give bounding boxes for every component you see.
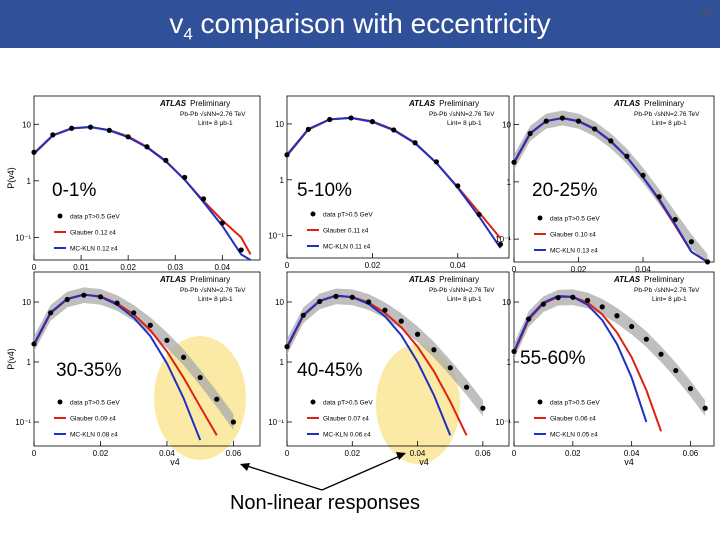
data-point <box>306 127 311 132</box>
data-point <box>148 323 153 328</box>
data-point <box>511 349 516 354</box>
data-point <box>88 125 93 130</box>
legend-label-mcklm: MC-KLN 0.05 ε4 <box>550 431 598 439</box>
data-point <box>144 144 149 149</box>
data-point <box>624 154 629 159</box>
data-point <box>526 316 531 321</box>
data-point <box>703 406 708 411</box>
atlas-label <box>408 275 479 284</box>
data-point <box>448 365 453 370</box>
collision-label: Pb-Pb √sNN=2.76 TeV <box>429 287 495 294</box>
x-tick-label: 0 <box>31 449 37 458</box>
panel-0-1% <box>6 96 260 272</box>
x-tick-label: 0.02 <box>565 449 581 458</box>
legend-label-glauber: Glauber 0.09 ε4 <box>70 415 116 423</box>
data-point <box>640 173 645 178</box>
data-point <box>434 159 439 164</box>
legend-label-data: data pT>0.5 GeV <box>70 213 120 221</box>
data-point <box>658 352 663 357</box>
x-tick-label: 0.01 <box>73 263 89 272</box>
centrality-label: 0-1% <box>52 180 97 201</box>
y-tick-label: 1 <box>26 176 31 186</box>
data-point <box>31 150 36 155</box>
preliminary-label: Preliminary <box>644 275 685 284</box>
legend-label-glauber: Glauber 0.07 ε4 <box>323 415 369 423</box>
data-point <box>455 183 460 188</box>
data-point <box>69 126 74 131</box>
x-tick-label: 0 <box>284 261 290 270</box>
data-point <box>284 152 289 157</box>
data-point <box>231 419 236 424</box>
y-tick-label: 1 <box>279 175 284 185</box>
data-point <box>198 375 203 380</box>
x-tick-label: 0.06 <box>475 449 491 458</box>
x-axis-label: v4 <box>624 457 634 467</box>
y-tick-label: 10 <box>22 298 31 307</box>
legend-label-data: data pT>0.5 GeV <box>550 399 600 407</box>
x-tick-label: 0.02 <box>364 261 381 270</box>
data-point <box>348 115 353 120</box>
y-axis-label: P(v4) <box>6 167 16 189</box>
annotation-nonlinear: Non-linear responses <box>229 492 421 514</box>
y-tick-label: 10 <box>502 120 511 130</box>
lumi-label: Lint= 8 μb-1 <box>447 120 482 127</box>
data-point <box>464 385 469 390</box>
y-tick-label: 10⁻¹ <box>268 418 284 427</box>
legend-label-mcklm: MC-KLN 0.06 ε4 <box>323 431 371 439</box>
preliminary-label: Preliminary <box>644 99 685 108</box>
data-point <box>576 119 581 124</box>
x-tick-label: 0.06 <box>225 449 242 458</box>
data-point <box>126 134 131 139</box>
data-point <box>201 196 206 201</box>
data-point <box>673 217 678 222</box>
preliminary-label: Preliminary <box>439 99 480 108</box>
atlas-name: ATLAS <box>160 275 187 284</box>
data-point <box>284 344 289 349</box>
data-point <box>644 337 649 342</box>
collision-label: Pb-Pb √sNN=2.76 TeV <box>180 287 246 294</box>
data-point <box>431 347 436 352</box>
atlas-label <box>613 99 684 108</box>
y-tick-label: 10⁻¹ <box>495 418 511 427</box>
lumi-label: Lint= 8 μb-1 <box>447 296 482 303</box>
legend-label-data: data pT>0.5 GeV <box>70 399 120 407</box>
atlas-name: ATLAS <box>614 275 641 284</box>
data-point <box>528 131 533 136</box>
x-axis-label: v4 <box>419 457 429 467</box>
x-tick-label: 0.02 <box>570 265 587 274</box>
collision-label: Pb-Pb √sNN=2.76 TeV <box>429 111 495 118</box>
panel-5-10% <box>268 96 509 270</box>
data-point <box>107 128 112 133</box>
lumi-label: Lint= 8 μb-1 <box>198 120 233 127</box>
data-point <box>65 297 70 302</box>
lumi-label: Lint= 8 μb-1 <box>198 296 233 303</box>
y-tick-label: 10 <box>22 120 31 130</box>
legend-label-data: data pT>0.5 GeV <box>323 211 373 219</box>
legend-marker-data <box>538 400 543 405</box>
data-point <box>214 397 219 402</box>
preliminary-label: Preliminary <box>439 275 480 284</box>
data-point <box>556 295 561 300</box>
x-tick-label: 0 <box>511 265 517 274</box>
x-tick-label: 0.04 <box>159 449 175 458</box>
data-point <box>477 212 482 217</box>
data-point <box>301 313 306 318</box>
data-point <box>317 299 322 304</box>
preliminary-label: Preliminary <box>190 275 231 284</box>
data-point <box>592 126 597 131</box>
data-point <box>163 158 168 163</box>
collision-label: Pb-Pb √sNN=2.76 TeV <box>180 111 246 118</box>
x-tick-label: 0.04 <box>449 261 466 270</box>
y-tick-label: 1 <box>506 177 511 187</box>
data-point <box>333 294 338 299</box>
data-point <box>327 117 332 122</box>
data-point <box>399 319 404 324</box>
legend-marker-data <box>311 400 316 405</box>
data-point <box>415 332 420 337</box>
y-tick-label: 1 <box>26 358 31 367</box>
legend-marker-data <box>58 400 63 405</box>
data-point <box>705 259 710 264</box>
centrality-label: 5-10% <box>297 180 352 201</box>
legend-label-mcklm: MC-KLN 0.12 ε4 <box>70 245 118 253</box>
data-point <box>585 298 590 303</box>
data-point <box>31 341 36 346</box>
collision-label: Pb-Pb √sNN=2.76 TeV <box>634 111 700 118</box>
data-point <box>366 299 371 304</box>
legend-label-glauber: Glauber 0.11 ε4 <box>323 227 369 235</box>
data-point <box>164 338 169 343</box>
legend-marker-data <box>58 214 63 219</box>
collision-label: Pb-Pb √sNN=2.76 TeV <box>634 287 700 294</box>
atlas-label <box>613 275 684 284</box>
data-point <box>480 406 485 411</box>
data-point <box>182 175 187 180</box>
atlas-label <box>159 275 230 284</box>
panel-55-60% <box>495 272 714 467</box>
lumi-label: Lint= 8 μb-1 <box>652 296 687 303</box>
legend-label-data: data pT>0.5 GeV <box>550 215 600 223</box>
centrality-label: 30-35% <box>56 360 122 381</box>
x-tick-label: 0 <box>284 449 290 458</box>
legend-label-glauber: Glauber 0.12 ε4 <box>70 229 116 237</box>
slide-title: $v_4$ comparison with eccentricity <box>169 8 551 44</box>
y-tick-label: 1 <box>506 358 511 367</box>
x-tick-label: 0.04 <box>214 263 231 272</box>
y-tick-label: 10⁻¹ <box>268 231 284 241</box>
panel-20-25% <box>495 96 714 274</box>
data-point <box>689 239 694 244</box>
lumi-label: Lint= 8 μb-1 <box>652 120 687 127</box>
data-point <box>181 355 186 360</box>
atlas-name: ATLAS <box>409 99 436 108</box>
x-tick-label: 0.02 <box>92 449 109 458</box>
data-point <box>614 313 619 318</box>
y-tick-label: 10⁻¹ <box>495 235 511 245</box>
legend-label-glauber: Glauber 0.10 ε4 <box>550 231 596 239</box>
data-point <box>570 295 575 300</box>
x-tick-label: 0.04 <box>635 265 651 274</box>
centrality-label: 40-45% <box>297 360 363 381</box>
annotation-arrow-left <box>244 465 322 490</box>
legend-label-data: data pT>0.5 GeV <box>323 399 373 407</box>
data-point <box>412 140 417 145</box>
legend-label-glauber: Glauber 0.06 ε4 <box>550 415 596 423</box>
x-tick-label: 0.04 <box>409 449 426 458</box>
x-axis-label: v4 <box>170 457 180 467</box>
y-tick-label: 10 <box>275 298 284 307</box>
x-tick-label: 0 <box>31 263 37 272</box>
data-point <box>220 220 225 225</box>
y-tick-label: 10⁻¹ <box>15 233 31 243</box>
y-tick-label: 1 <box>279 358 284 367</box>
legend-marker-data <box>311 212 316 217</box>
data-point <box>544 119 549 124</box>
x-tick-label: 0.02 <box>120 263 136 272</box>
data-point <box>50 132 55 137</box>
data-point <box>48 310 53 315</box>
atlas-name: ATLAS <box>160 99 187 108</box>
data-point <box>511 160 516 165</box>
centrality-label: 55-60% <box>520 348 586 369</box>
data-point <box>98 294 103 299</box>
data-point <box>541 302 546 307</box>
data-point <box>81 293 86 298</box>
y-tick-label: 10⁻¹ <box>15 418 31 427</box>
atlas-name: ATLAS <box>614 99 641 108</box>
legend-label-mcklm: MC-KLN 0.11 ε4 <box>323 243 371 251</box>
legend-label-mcklm: MC-KLN 0.13 ε4 <box>550 247 598 255</box>
x-tick-label: 0.06 <box>682 449 699 458</box>
data-point <box>673 368 678 373</box>
data-point <box>657 194 662 199</box>
data-point <box>350 295 355 300</box>
preliminary-label: Preliminary <box>190 99 231 108</box>
y-axis-label: P(v4) <box>6 348 16 370</box>
data-point <box>131 310 136 315</box>
series-Glauber 0.11 ε4 <box>287 118 500 238</box>
data-point <box>560 115 565 120</box>
data-point <box>382 308 387 313</box>
annotation-arrowhead-left <box>240 463 250 471</box>
x-tick-label: 0.02 <box>344 449 361 458</box>
atlas-label <box>408 99 479 108</box>
legend-label-mcklm: MC-KLN 0.08 ε4 <box>70 431 118 439</box>
atlas-label <box>159 99 230 108</box>
x-tick-label: 0 <box>511 449 517 458</box>
data-point <box>114 300 119 305</box>
centrality-label: 20-25% <box>532 180 598 201</box>
atlas-name: ATLAS <box>409 275 436 284</box>
x-tick-label: 0.04 <box>623 449 640 458</box>
data-point <box>391 127 396 132</box>
data-point <box>608 138 613 143</box>
data-point <box>370 119 375 124</box>
y-tick-label: 10 <box>275 119 284 129</box>
page-number: 34 <box>699 6 712 18</box>
annotation-arrow-right <box>322 455 402 490</box>
x-tick-label: 0.03 <box>167 263 184 272</box>
data-point <box>688 386 693 391</box>
data-point <box>629 324 634 329</box>
data-point <box>239 247 244 252</box>
y-tick-label: 10 <box>502 298 511 307</box>
legend-marker-data <box>538 216 543 221</box>
data-point <box>600 304 605 309</box>
